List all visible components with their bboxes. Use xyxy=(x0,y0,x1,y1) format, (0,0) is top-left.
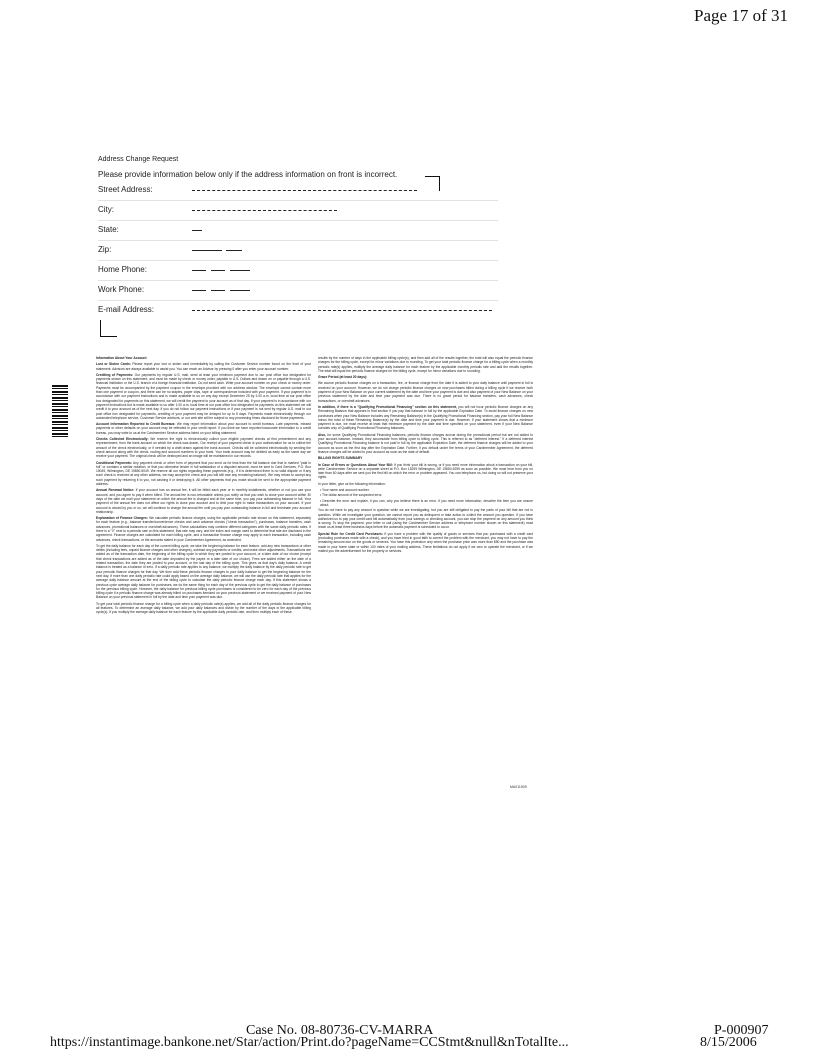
field-label: Work Phone: xyxy=(98,285,145,294)
terms-paragraph: In Case of Errors or Questions About Your Bill: If you think your bill is wrong, or if you need more information about a transaction on your bill, write Cardmember Service on a separate sheet at P.O. Box 15299 Wilmington, DE 19850-5299 as soon as possible. We must hear from you no later than 60 days after we sent you the first bill on which the error or problem appeared. You can telephone us, but doing so will not preserve your rights. xyxy=(318,462,533,480)
terms-subheading: BILLING RIGHTS SUMMARY xyxy=(318,456,363,461)
terms-paragraph: Lost or Stolen Cards: Please report your lost or stolen card immediately by calling the Customer Service number found on the front of your statement. Advisors are always available to assist you. You can reach an Advisor by pressing 0 after you enter your account number. xyxy=(96,362,311,371)
terms-paragraph: To get your total periodic finance charge for a billing cycle when a daily periodic rate(s) applies, we add all of the daily periodic finance charges for all features. To determine an average daily balance, we add your daily balances and divide by the number of the days in the applicable billing cycle(s). If you multiply the average daily balance for each feature by the applicable daily periodic rate, and then multiply each of these xyxy=(96,601,311,615)
terms-paragraph: We accrue periodic finance charges on a transaction, fee, or finance charge from the date it is added to your daily balance until payment in full is received on your account. However, we do not charge periodic finance charges on new purchases billed during a billing cycle if we receive both payment of your New Balance on your current statement by the date and time your payment is due and also payment of your New Balance on your previous statement by the date and time your payment was due. There is no grace period for balance transfers, cash advances, check transactions, or overdraft advances. xyxy=(318,381,533,403)
terms-bullet: • The dollar amount of the suspected error. xyxy=(320,493,383,498)
terms-paragraph: You do not have to pay any amount in question while we are investigating, but you are still obligated to pay the parts of your bill that are not in question. While we investigate your question, we cannot report you as delinquent or take action to collect the amount you question. If you have authorized us to pay your credit card bill automatically from your savings or checking account, you can stop the payment on any amount you think is wrong. To stop the payment, your letter or call (using the Cardmember Service address or telephone number shown on this statement) must reach us at least three business days before the automatic payment is scheduled to occur. xyxy=(318,508,533,530)
work-phone-area xyxy=(192,290,206,291)
terms-paragraph: In your letter, give us the following information: xyxy=(318,481,386,486)
corner-mark-bottom-left xyxy=(100,320,117,337)
terms-paragraph: results by the number of days in the applicable billing cycle(s), and then add all of the results together, the total will also equal the periodic finance charges for the billing cycle, except for minor variations due to rounding. To get your total periodic finance charge for a billing cycle when a monthly periodic rate(s) applies, multiply the average daily balance for each feature by the applicable monthly periodic rate and add the results together. The total will equal the periodic finance charges for the billing cycle, except for minor variations due to rounding. xyxy=(318,356,533,373)
case-number: Case No. 08-80736-CV-MARRA xyxy=(246,1023,434,1038)
home-phone-number xyxy=(230,270,250,271)
terms-paragraph: In addition, if there is a "Qualifying Promotional Financing" section on this statement, you will not incur periodic finance charges on any Remaining Balance that appears in that section if you pay that balance in full by the applicable Expiration Date. To avoid finance charges on new purchases when your New Balance includes any Remaining Balance(s) in the Qualifying Promotional Financing section, pay your full New Balance minus the total of these Remaining Balance(s) by the date and time your payment is due. However, if your statement shows that a minimum payment is due, we must receive at least that minimum payment by the date and time specified on your statement, even if your New Balance consists only of Qualifying Promotional Financing balances. xyxy=(318,404,533,431)
bates-number: P-000907 xyxy=(714,1023,769,1038)
terms-paragraph: Special Rule for Credit Card Purchases: If you have a problem with the quality of goods or services that you purchased with a credit card (excluding purchases made with a check), and you have tried in good faith to correct the problem with the merchant, you may not have to pay the remaining amount due on the goods or services. You have this protection only when the purchase price was more than $50 and the purchase was made in your home state or within 100 miles of your mailing address. These limitations do not apply if we own or operate the merchant, or if we mailed you the advertisement for the property or services. xyxy=(318,531,533,553)
field-zip xyxy=(98,242,498,261)
document-id: MA011509 xyxy=(510,785,527,789)
terms-paragraph: Conditional Payments: Any payment check or other form of payment that you send us for less than the full balance due that is marked "paid in full" or contains a similar notation, or that you otherwise tender in full satisfaction of a disputed amount, must be sent to Card Services, P.O. Box 15049, Wilmington, DE 19850-5049. We reserve all our rights regarding these payments (e.g., if it is determined there is no valid dispute or if any such check is received at any other address, we may accept the check and you will still owe any remaining balance). We may refuse to accept any such payment by returning it to you, not cashing it or destroying it. All other payments that you make should be sent to the appropriate payment address. xyxy=(96,460,311,487)
field-label: City: xyxy=(98,205,114,214)
state-line xyxy=(192,230,202,231)
zip-line-2 xyxy=(226,250,242,251)
field-label: Home Phone: xyxy=(98,265,147,274)
terms-paragraph: To get the daily balance for each day of the current billing cycle, we take the beginning balance for each feature, add any new transactions or other debits (including fees, unpaid finance charges and other charges), subtract any payments or credits, and make other adjustments. Transactions are added as of the transaction date, the beginning of the billing cycle in which they are posted to your account, or a later date of our choice (except that check transactions are added as of the date deposited by the payee or a later date of our choice). Fees are added either on the date of a related transaction, the date they are posted to your account, or the last day of the billing cycle. This gives us that day's daily balance. A credit balance is treated as a balance of zero. If a daily periodic rate applies to any balance, we multiply the daily balance by the daily periodic rate to get your periodic finance charges for that day. We then add these periodic finance charges to your daily balance to get the beginning balance for the next day. If more than one daily periodic rate could apply based on the average daily balance, we will use the daily periodic rate that applies for the average daily balance amount at the end of the billing cycle to calculate the daily periodic finance charge each day. If this statement shows a previous cycle average daily balance for purchases, we do the same thing for each day of the previous cycle to get the daily balance of purchases for the previous billing cycle. However, the daily balance for previous billing cycle purchases is considered to be zero for each day of the previous billing cycle if a periodic finance charge was already billed on purchases itemized on your previous statement or we received payment of your New Balance on your previous statement in full by the date and time your payment was due. xyxy=(96,543,311,600)
field-email xyxy=(98,302,498,320)
barcode-icon xyxy=(52,385,68,437)
corner-mark-top-right xyxy=(425,176,440,191)
print-url: https://instantimage.bankone.net/Star/action/Print.do?pageName=CCStmt&null&nTotalIte... xyxy=(50,1035,569,1050)
field-label: State: xyxy=(98,225,119,234)
terms-paragraph: Also, for some Qualifying Promotional Financing balances, periodic finance charges accrue during the promotional period but are not added to your account balance. Instead, they accumulate from billing cycle to billing cycle. This is referred to as "deferred interest." If a deferred interest Qualifying Promotional Financing balance is not paid in full by the applicable Expiration Date, the deferred finance charges will be added to your account as soon as the first day after the Expiration Date. Further, if you default under the terms of your Cardmember Agreement, the deferred finance charges will be added to your account as soon as the date of default. xyxy=(318,432,533,454)
work-phone-prefix xyxy=(211,290,225,291)
terms-paragraph: Crediting of Payments: Our payments by regular U.S. mail, send at least your minimum payment due to our post office box designated for payments shown on this statement, and must be made by check or money order, payable in U.S. Dollars and drawn on or payable through a U.S. financial institution or the U.S. branch of a foreign financial institution. Do not send cash. Write your account number on your check or money order. Payments must be accompanied by the payment coupon in the envelope provided with our address window. The envelope cannot contain more than one payment or coupon, and there can be no staples, paper clips, tape or correspondence included with your payment. If your payment is in accordance with our payment instructions and is made available to us on any day except December 25 by 1:00 a.m. local time at our post office box designated for payments on this statement, we will credit the payment to your account as of that day. If your payment is in accordance with our payment instructions but is made available to us after 1:00 a.m. local time at our post office box designated for payments on this statement we will credit it to your account as of the next day. If you do not follow our payment instructions or if your payment is not sent by regular U.S. mail to our post office box designated for payments, crediting of your payment may be delayed for up to 5 days. Payments made electronically through our automated telephone service, Customer Service advisors, or our web site will be subject to any processing times disclosed for those payments. xyxy=(96,372,311,420)
terms-paragraph: Explanation of Finance Charges: We calculate periodic finance charges, using the applicable periodic rate shown on this statement, separately for each feature (e.g., balance transfer/convenience checks and cash advance checks ("check transaction"), purchases, balance transfers, cash advances, promotional balances or overdraft advances). These calculations may combine different categories with the same daily periodic rates. If there is a "V" next to a periodic rate on this statement, that rate may vary, and the index and margin used to determine that rate are disclosed in the agreement. Finance charges are calculated for each billing cycle, and a transaction finance charge may apply to each transaction, including cash advances, check transactions, or the amounts stated in your Cardmember Agreement, as amended. xyxy=(96,516,312,542)
city-line xyxy=(192,210,337,211)
field-home-phone xyxy=(98,262,498,281)
terms-subheading: Grace Period (at least 20 days): xyxy=(318,375,368,380)
form-title: Address Change Request xyxy=(98,156,179,163)
field-state xyxy=(98,222,498,241)
work-phone-number xyxy=(230,290,250,291)
terms-paragraph: Annual Renewal Notice: If your account has an annual fee, it will be billed each year or in monthly installments, whether or not you use your account, and you agree to pay it when billed. The annual fee is non-refundable unless you notify us that you wish to close your account within 30 days of the date we mail your statement on which the annual fee is charged and at the same time, you pay your outstanding balance in full. Your payment of the annual fee does not affect our rights to close your account and to limit your right to make transactions on your account. If your account is closed by you or us, we will continue to charge the annual fee until you pay your outstanding balance in full and terminate your account relationship. xyxy=(96,488,311,514)
form-instruction: Please provide information below only if the address information on front is incorrect. xyxy=(98,170,398,179)
email-line xyxy=(192,310,492,311)
terms-paragraph: Checks Collected Electronically: We reserve the right to electronically collect your eligible payment checks at first presentment and any representment, from the bank account on which the check was drawn. Our receipt of your payment check is your authorization for us to collect the amount of the check electronically, or if needed by a draft drawn against the bank account. Checks will be collected electronically by sending the check amount along with the check, routing and account numbers to your bank. Your bank account may be debited as early as the same day we receive your payment. The original check will be destroyed and an image will be maintained in our records. xyxy=(96,437,311,459)
terms-bullet: • Your name and account number. xyxy=(320,488,370,493)
zip-line-1 xyxy=(192,250,222,251)
terms-column-left xyxy=(96,356,311,617)
field-label: Street Address: xyxy=(98,185,153,194)
page-number: Page 17 of 31 xyxy=(694,6,788,25)
terms-bullet: • Describe the error and explain, if you can, why you believe there is an error. If you need more information, describe the item you are unsure about. xyxy=(320,498,533,507)
field-work-phone xyxy=(98,282,498,301)
print-date: 8/15/2006 xyxy=(700,1035,757,1050)
terms-column-right xyxy=(318,356,533,555)
home-phone-prefix xyxy=(211,270,225,271)
field-label: E-mail Address: xyxy=(98,305,155,314)
field-label: Zip: xyxy=(98,245,112,254)
field-city xyxy=(98,202,498,221)
terms-paragraph: Information About Your Account xyxy=(96,356,147,360)
street-address-line xyxy=(192,190,417,191)
terms-paragraph: Account Information Reported to Credit Bureaus: We may report information about your account to credit bureaus. Late payments, missed payments or other defaults on your account may be reflected in your credit report. If you think we have reported inaccurate information to a credit bureau, you may write to us at the Cardmember Service address listed on your billing statement. xyxy=(96,422,312,435)
home-phone-area xyxy=(192,270,206,271)
